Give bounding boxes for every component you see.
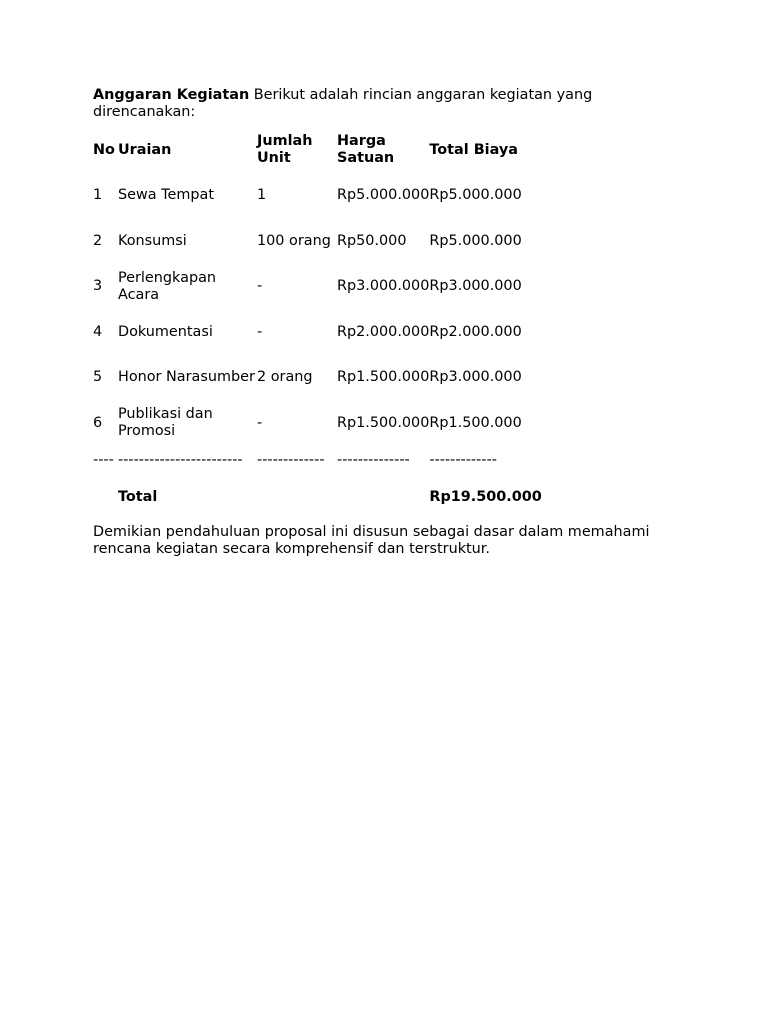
cell-total-biaya: Rp2.000.000 — [429, 323, 522, 340]
cell-jumlah-unit: - — [257, 278, 263, 294]
table-row — [93, 224, 542, 258]
intro-paragraph — [93, 87, 678, 121]
cell-jumlah-unit: 100 orang — [257, 232, 331, 249]
budget-table — [93, 133, 542, 514]
table-row — [93, 179, 542, 213]
cell-harga-satuan: Rp3.000.000 — [337, 278, 430, 294]
intro-text: Berikut adalah rincian anggaran kegiatan yang direncanakan: — [93, 87, 593, 120]
table-row — [93, 406, 542, 440]
header-no: No — [93, 141, 115, 158]
cell-harga-satuan: Rp5.000.000 — [337, 187, 430, 203]
separator-no: ---- — [93, 451, 114, 468]
cell-jumlah-unit: 2 orang — [257, 369, 313, 385]
cell-uraian: Dokumentasi — [118, 323, 213, 340]
cell-harga-satuan: Rp1.500.000 — [337, 369, 430, 385]
table-row — [93, 361, 542, 395]
cell-uraian: Konsumsi — [118, 232, 187, 249]
cell-jumlah-unit: 1 — [257, 187, 267, 203]
cell-jumlah-unit: - — [257, 323, 263, 340]
table-total-row — [93, 480, 542, 514]
cell-no: 6 — [93, 414, 103, 431]
cell-uraian: Honor Narasumber — [118, 369, 255, 385]
cell-total-biaya: Rp5.000.000 — [429, 187, 522, 203]
cell-total-biaya: Rp3.000.000 — [429, 278, 522, 294]
separator-harga-satuan: -------------- — [337, 451, 410, 468]
header-jumlah-unit: Jumlah Unit — [257, 133, 313, 166]
table-header-row — [93, 133, 542, 167]
cell-harga-satuan: Rp50.000 — [337, 232, 407, 249]
cell-harga-satuan: Rp2.000.000 — [337, 323, 430, 340]
table-row — [93, 270, 542, 304]
cell-jumlah-unit: - — [257, 414, 263, 431]
total-value: Rp19.500.000 — [429, 488, 542, 505]
cell-total-biaya: Rp1.500.000 — [429, 414, 522, 431]
cell-total-biaya: Rp5.000.000 — [429, 232, 522, 249]
cell-uraian: Publikasi dan Promosi — [118, 406, 213, 439]
cell-no: 5 — [93, 369, 103, 385]
separator-jumlah-unit: ------------- — [257, 451, 325, 468]
document-page — [93, 87, 678, 558]
cell-uraian: Sewa Tempat — [118, 187, 214, 203]
total-harga-empty — [337, 480, 429, 514]
header-harga-satuan: Harga Satuan — [337, 133, 395, 166]
header-total-biaya: Total Biaya — [429, 141, 518, 158]
cell-no: 1 — [93, 187, 103, 203]
cell-no: 2 — [93, 232, 103, 249]
header-uraian: Uraian — [118, 141, 172, 158]
table-separator-row — [93, 452, 542, 469]
total-jumlah-empty — [257, 480, 337, 514]
cell-harga-satuan: Rp1.500.000 — [337, 414, 430, 431]
separator-uraian: ------------------------ — [118, 451, 243, 468]
cell-uraian: Perlengkapan Acara — [118, 269, 217, 303]
closing-paragraph: Demikian pendahuluan proposal ini disusun sebagai dasar dalam memahami rencana kegiatan secara komprehensif dan terstruktur. — [93, 524, 650, 557]
cell-no: 3 — [93, 278, 103, 294]
total-label: Total — [118, 488, 158, 505]
cell-no: 4 — [93, 323, 103, 340]
section-heading: Anggaran Kegiatan — [93, 87, 250, 103]
cell-total-biaya: Rp3.000.000 — [429, 369, 522, 385]
separator-total-biaya: ------------- — [429, 451, 497, 468]
total-no-empty — [93, 480, 118, 514]
table-row — [93, 315, 542, 349]
